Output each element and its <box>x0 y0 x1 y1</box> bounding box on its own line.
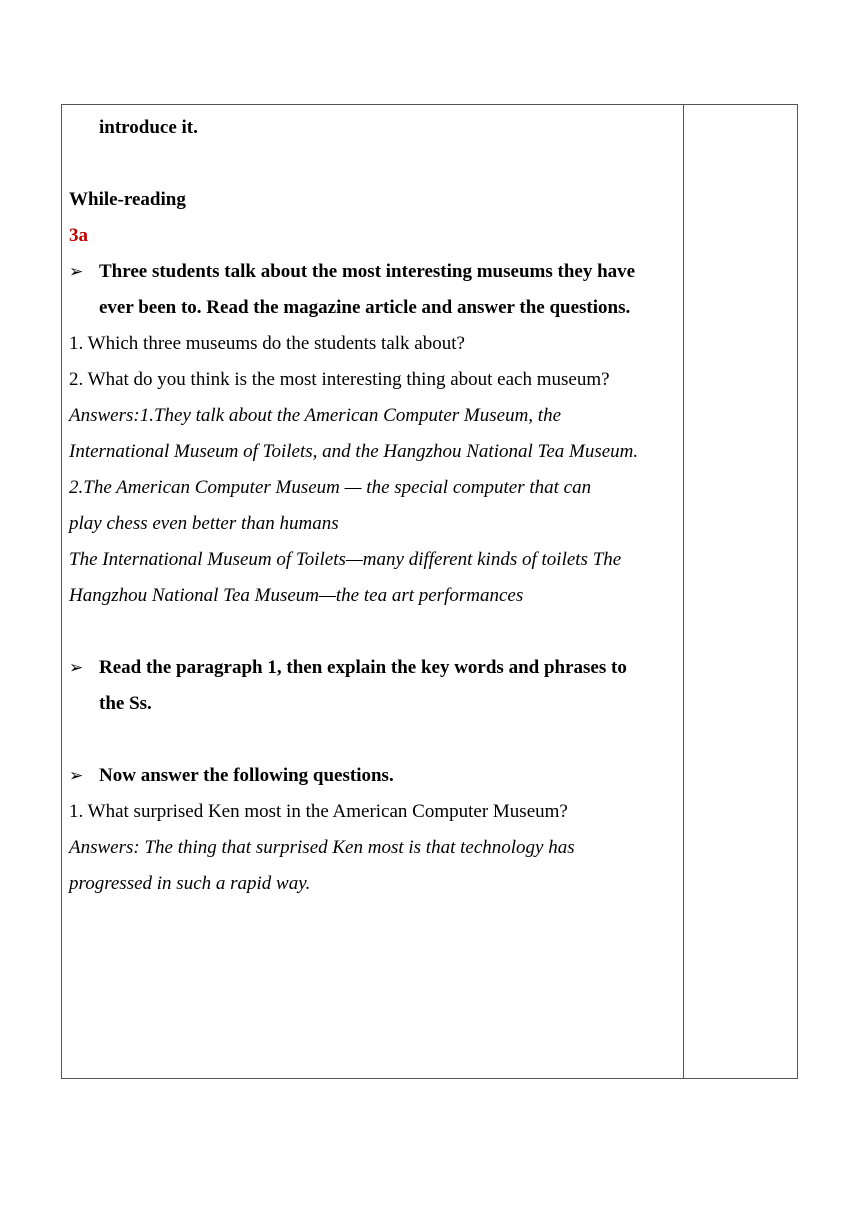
blank-line <box>69 722 681 758</box>
text-line: introduce it. <box>99 117 198 138</box>
bullet-text: Read the paragraph 1, then explain the key words and phrases to <box>99 657 627 678</box>
lesson-content <box>69 110 681 902</box>
section-label: 3a <box>69 225 88 246</box>
bullet-continuation: the Ss. <box>99 693 152 714</box>
question: 1. Which three museums do the students talk about? <box>69 333 465 354</box>
answer-line: progressed in such a rapid way. <box>69 873 311 894</box>
arrow-bullet-icon: ➢ <box>69 658 84 677</box>
section-heading: While-reading <box>69 189 186 210</box>
answer-line: 2.The American Computer Museum — the special computer that can <box>69 477 592 498</box>
bullet-item <box>69 758 681 794</box>
bullet-item <box>69 650 681 686</box>
answer-line: Answers: The thing that surprised Ken most is that technology has <box>69 837 575 858</box>
bullet-text: Three students talk about the most interesting museums they have <box>99 261 636 282</box>
answer-line: Hangzhou National Tea Museum—the tea art performances <box>69 585 524 606</box>
answer-line: The International Museum of Toilets—many different kinds of toilets The <box>69 549 622 570</box>
arrow-bullet-icon: ➢ <box>69 262 84 281</box>
answer-line: play chess even better than humans <box>69 513 339 534</box>
bullet-item <box>69 254 681 290</box>
question: 1. What surprised Ken most in the American Computer Museum? <box>69 801 568 822</box>
answer-line: Answers:1.They talk about the American Computer Museum, the <box>69 405 561 426</box>
arrow-bullet-icon: ➢ <box>69 766 84 785</box>
question: 2. What do you think is the most interesting thing about each museum? <box>69 369 610 390</box>
bullet-continuation: ever been to. Read the magazine article and answer the questions. <box>99 297 631 318</box>
bullet-text: Now answer the following questions. <box>99 765 394 786</box>
blank-line <box>69 146 681 182</box>
blank-line <box>69 614 681 650</box>
column-divider <box>683 104 684 1079</box>
answer-line: International Museum of Toilets, and the Hangzhou National Tea Museum. <box>69 441 639 462</box>
